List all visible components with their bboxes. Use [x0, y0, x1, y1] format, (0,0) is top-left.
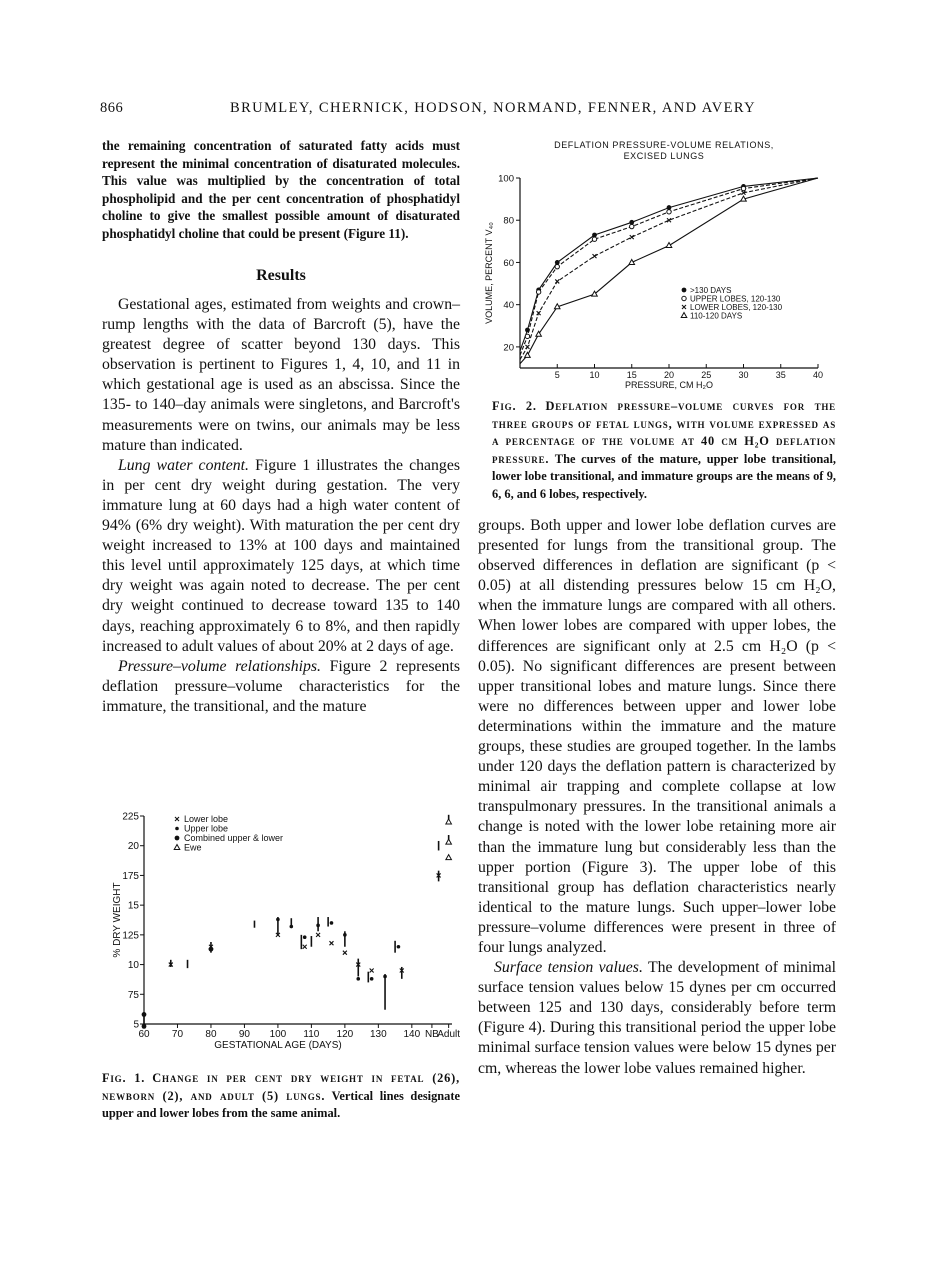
- figure1-point: [209, 947, 214, 952]
- figure1-point: [329, 941, 333, 945]
- figure1-legend-label: Ewe: [184, 842, 202, 853]
- results-heading: Results: [256, 267, 306, 284]
- figure1-x-tick-label: 100: [269, 1029, 287, 1040]
- figure2-point: [741, 186, 745, 190]
- figure1-point: [446, 855, 452, 860]
- figure1-legend-marker: [174, 845, 180, 850]
- page-header: [100, 100, 836, 120]
- figure2-x-tick-label: 30: [738, 370, 749, 380]
- figure1-y-tick-label: 5: [133, 1019, 139, 1031]
- figure2-y-tick-label: 20: [503, 342, 514, 354]
- figure1-point: [276, 918, 280, 922]
- figure1-y-tick-label: 225: [122, 811, 139, 823]
- figure2-y-label: VOLUME, PERCENT V₄₀: [484, 222, 494, 324]
- figure1-y-tick-label: 175: [122, 870, 139, 882]
- figure2-legend: [681, 286, 782, 321]
- figure1-x-tick-label: Adult: [437, 1029, 461, 1040]
- surface-tension-text: The development of minimal surface tension values below 15 dynes per cm occurred between 125 and 130 days, considerably before term (Figure 4). During this transitional period the upper lobe minimal surface tension values were below 15 dynes per cm, whereas the lower lobe values remained higher.: [478, 959, 836, 1077]
- figure2-chart: [478, 136, 836, 392]
- figure2-x-tick-label: 35: [775, 370, 786, 380]
- lung-water-text: Figure 1 illustrates the changes in per cent dry weight during gestation. The very immature lung at 60 days had a high water content of 94% (6% dry weight). With maturation the per cent dry weight increased to 13% at 100 days and maintained this level until approximately 125 days, at which time dry weight was again noted to decrease. The per cent dry weight continued to decrease toward 135 to 140 days, reaching approximately 6 to 8%, and then rapidly increased to adult values of about 20% at 2 days of age.: [102, 456, 460, 655]
- figure2-x-tick-label: 10: [589, 370, 600, 380]
- figure2-point: [525, 334, 529, 338]
- figure2-x-tick-label: 25: [701, 370, 712, 380]
- intro-paragraph: the remaining concentration of saturated fatty acids must represent the minimal concentration of disaturated molecules. This value was multiplied by the concentration of total phospholipid and the per cent concentration of phosphatidyl choline to give the smallest possible amount of disaturated phosphatidyl choline that could be present (Figure 11).: [102, 138, 460, 241]
- figure1-point: [142, 1024, 147, 1029]
- figure1-y-label: % DRY WEIGHT: [112, 882, 123, 958]
- figure2-point: [666, 243, 672, 248]
- figure2-marks: [520, 178, 818, 364]
- figure1-point: [290, 925, 294, 929]
- figure2-x-tick-label: 15: [626, 370, 637, 380]
- figure1-caption: [102, 1070, 460, 1123]
- figure1-point: [303, 945, 307, 949]
- figure2-point: [525, 345, 529, 349]
- figure2-x-tick-label: 20: [663, 370, 675, 380]
- figure2-caption-title: Deflation pressure–volume curves for the three groups of fetal lungs, with volume expressed as a percentage of the volume at 40 cm H₂O deflation pressure.: [492, 399, 836, 466]
- figure2-legend-marker: [682, 296, 686, 300]
- figure1-x-tick-label: 110: [303, 1029, 320, 1040]
- paragraph-gestational-ages: Gestational ages, estimated from weights and crown–rump lengths with the data of Barcroft (5), have the greatest degree of scatter beyond 130 days. This observation is pertinent to Figures 1, 4, 10, and 11 in which gestational age is used as an abscissa. Since the 135- to 140–day animals were singletons, and Barcroft's measurements were on twins, our animals may be less mature than indicated.: [102, 296, 460, 454]
- figure1-y-tick-label: 15: [127, 900, 139, 912]
- figure2-point: [630, 235, 634, 239]
- figure1-legend-label: Upper lobe: [184, 823, 229, 834]
- figure1-legend-marker: [175, 827, 179, 831]
- figure2-legend-label: >130 DAYS: [690, 286, 732, 295]
- figure2-y-tick-label: 40: [503, 300, 514, 312]
- figure2-axes: [484, 174, 823, 391]
- figure1-y-tick-label: 125: [122, 930, 139, 942]
- figure2-point: [629, 259, 635, 264]
- figure2-point: [592, 237, 596, 241]
- figure1-y-tick-label: 10: [127, 960, 139, 972]
- figure2-point: [630, 224, 634, 228]
- figure2-title: [554, 140, 774, 161]
- pressure-volume-text: Figure 2 represents deflation pressure–volume characteristics for the immature, the transitional, and the mature: [102, 657, 460, 715]
- paragraph-groups: groups. Both upper and lower lobe deflation curves are presented for lungs from the transitional group. The observed differences in deflation are significant (p < 0.05) at all distending pressures below 15 cm H₂O, when the immature lungs are compared with all others. When lower lobes are compared with upper lobes, the differences are significant only at 2.5 cm H₂O (p < 0.05). No significant differences are present between upper transitional lobes and mature lungs. Since there were no differences between upper and lower lobe determinations within the immature and the mature groups, these studies are grouped together. In the lambs under 120 days the deflation pattern is characterized by minimal air trapping and complete collapse at low transpulmonary pressures. In the transitional animals a change is noted with the lower lobe retaining more air than the immature lung but considerably less than the upper portion (Figure 3). The upper lobe of this transitional group has deflation characteristics nearly identical to the mature lungs. Such upper–lower lobe pressure–volume differences were present in three of four lungs analyzed.: [478, 517, 836, 956]
- paragraph-pressure-volume: [102, 657, 460, 717]
- figure1-legend-marker: [175, 817, 179, 821]
- page-number: 866: [100, 100, 124, 116]
- figure1-x-tick-label: 70: [171, 1029, 184, 1040]
- figure2-legend-label: LOWER LOBES, 120-130: [690, 303, 783, 312]
- figure1-x-tick-label: NB: [424, 1029, 439, 1040]
- running-head-authors: BRUMLEY, CHERNICK, HODSON, NORMAND, FENNER, AND AVERY: [230, 100, 757, 116]
- figure2-legend-marker: [682, 305, 686, 309]
- figure1-point: [446, 819, 452, 824]
- paragraph-surface-tension: [478, 958, 836, 1079]
- figure2-point: [536, 290, 540, 294]
- figure1-point: [356, 977, 360, 981]
- figure1-x-tick-label: 140: [403, 1029, 421, 1040]
- lung-water-subheading: Lung water content.: [118, 456, 250, 474]
- figure1-point: [330, 921, 334, 925]
- figure1-point: [383, 975, 387, 979]
- pressure-volume-subheading: Pressure–volume relationships.: [118, 657, 321, 675]
- figure1-x-tick-label: 130: [370, 1029, 387, 1040]
- figure2-y-tick-label: 80: [503, 215, 514, 227]
- figure1-point: [370, 969, 374, 973]
- figure2-point: [525, 352, 531, 357]
- figure1-y-tick-label: 20: [127, 841, 139, 853]
- figure2-point: [555, 264, 559, 268]
- figure1-point: [397, 945, 401, 949]
- figure1-point: [446, 839, 452, 844]
- figure2-point: [555, 279, 559, 283]
- paragraph-lung-water: [102, 456, 460, 657]
- results-body-right: [478, 516, 836, 1079]
- figure2-title-line1: DEFLATION PRESSURE-VOLUME RELATIONS,: [554, 140, 774, 150]
- figure2-legend-marker: [681, 313, 687, 318]
- figure1-x-tick-label: 90: [238, 1029, 250, 1040]
- figure1-caption-rest: Vertical lines designate upper and lower lobes from the same animal.: [102, 1088, 460, 1120]
- figure2-y-tick-label: 60: [503, 257, 514, 269]
- figure1-legend-marker: [175, 836, 180, 841]
- figure1-caption-label: Fig. 1.: [102, 1071, 146, 1085]
- figure2-point: [554, 304, 560, 309]
- figure2-x-tick-label: 40: [812, 370, 824, 380]
- figure2-point: [741, 196, 747, 201]
- figure1-point: [316, 924, 320, 928]
- figure1-legend: [174, 814, 283, 853]
- figure2-title-line2: EXCISED LUNGS: [623, 151, 705, 161]
- figure2-point: [667, 210, 671, 214]
- figure1-legend-label: Lower lobe: [184, 814, 229, 824]
- figure2-caption-rest: The curves of the mature, upper lobe transitional, lower lobe transitional, and immature groups are the means of 9, 6, 6, and 6 lobes, respectively.: [492, 451, 836, 501]
- surface-tension-subheading: Surface tension values.: [494, 959, 643, 977]
- figure1-point: [303, 935, 307, 939]
- figure1-point: [142, 1012, 147, 1017]
- figure2-caption: [492, 398, 836, 503]
- figure1-axes: [112, 812, 460, 1052]
- figure2-legend-marker: [682, 288, 687, 293]
- figure1-legend-label: Combined upper & lower: [184, 833, 284, 843]
- figure2-y-tick-label: 100: [498, 173, 514, 185]
- figure1-point: [370, 977, 374, 981]
- figure1-caption-title: Change in per cent dry weight in fetal (26), newborn (2), and adult (5) lungs.: [102, 1071, 460, 1103]
- figure1-x-tick-label: 80: [205, 1029, 217, 1040]
- figure1-point: [343, 933, 347, 937]
- figure2-x-label: PRESSURE, CM H₂O: [624, 380, 714, 390]
- figure1-x-label: GESTATIONAL AGE (DAYS): [214, 1040, 342, 1051]
- figure1-point: [316, 933, 320, 937]
- figure1-chart: [102, 800, 462, 1062]
- figure1-x-tick-label: 120: [336, 1029, 354, 1040]
- figure2-legend-label: UPPER LOBES, 120-130: [690, 294, 781, 304]
- figure2-point: [593, 254, 597, 258]
- figure1-x-tick-label: 60: [138, 1029, 150, 1040]
- figure2-caption-label: Fig. 2.: [492, 399, 537, 413]
- results-body-left: [102, 295, 460, 717]
- figure1-point: [343, 951, 347, 955]
- figure2-x-tick-label: 5: [554, 370, 560, 380]
- figure1-y-tick-label: 75: [127, 989, 139, 1001]
- figure2-series-line: [520, 178, 818, 355]
- figure2-legend-label: 110-120 DAYS: [690, 311, 743, 321]
- figure2-series-line: [520, 178, 818, 351]
